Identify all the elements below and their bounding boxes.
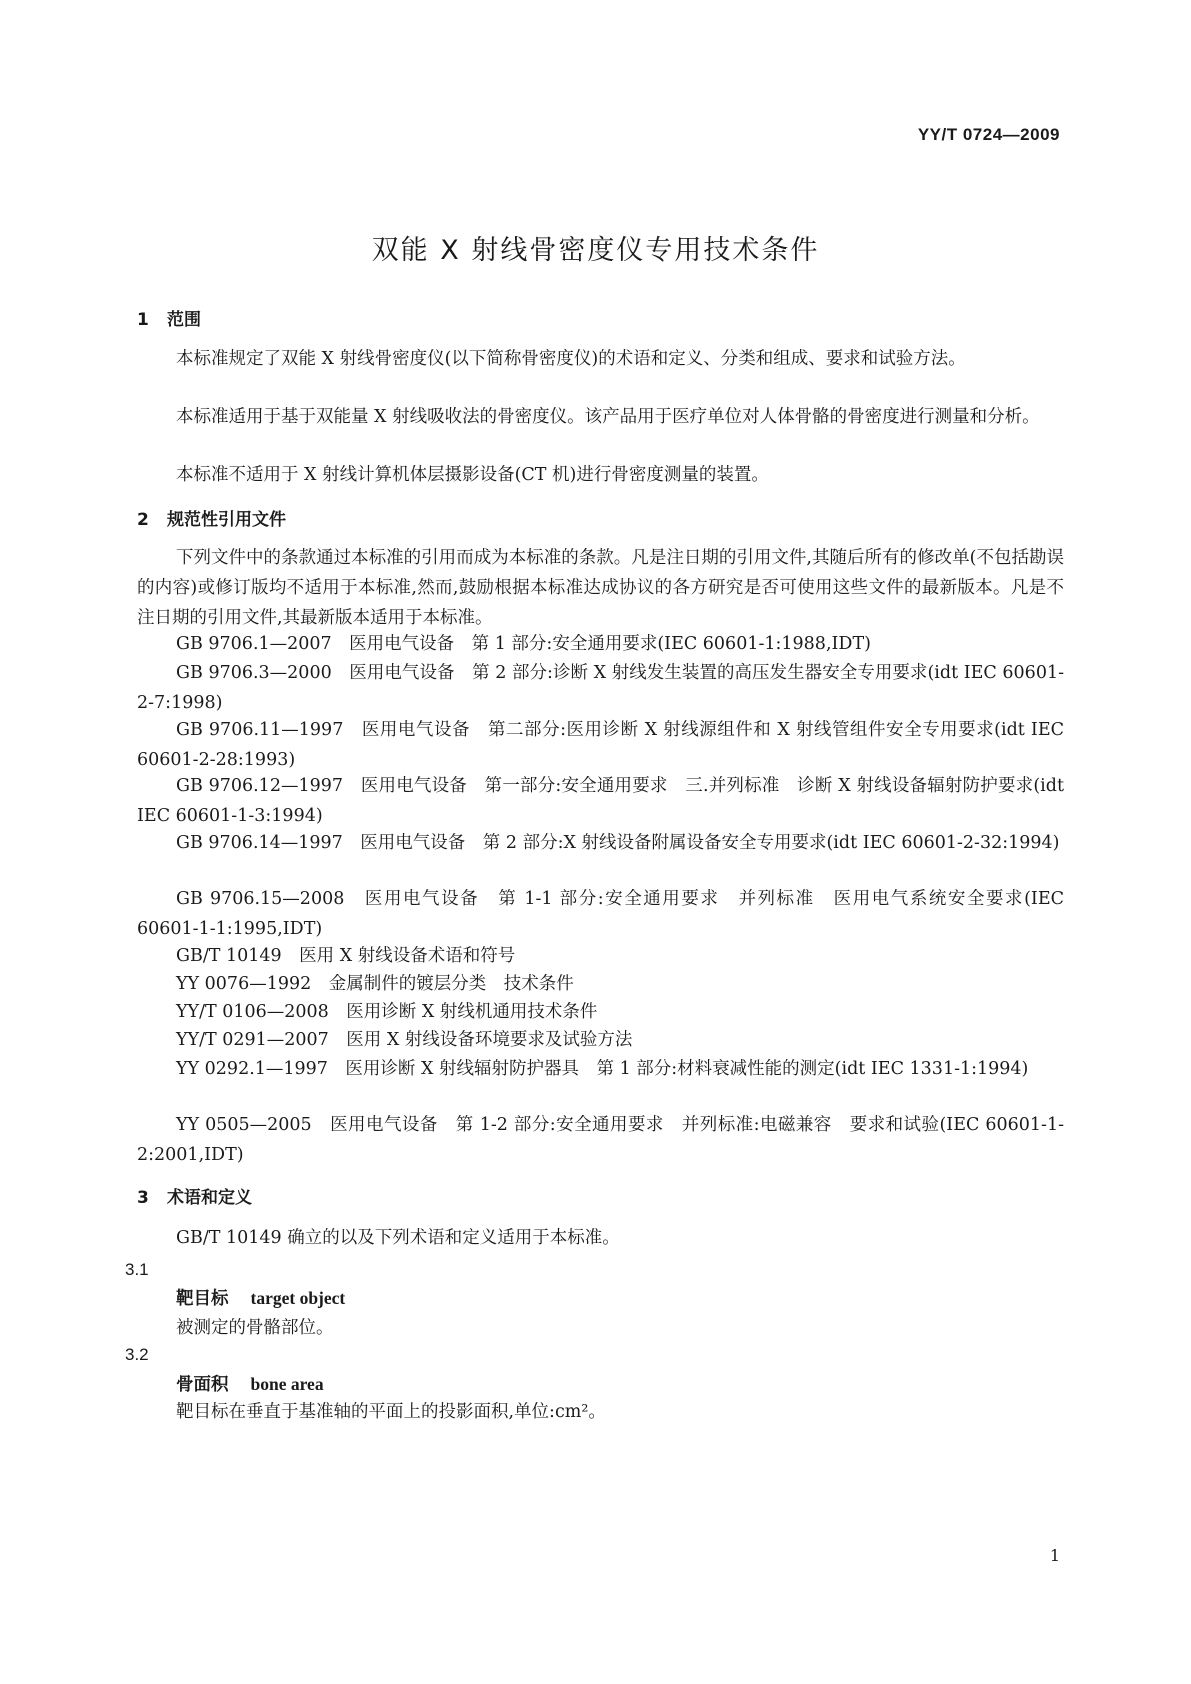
term-entry xyxy=(176,1371,324,1396)
term-chinese: 骨面积 xyxy=(176,1375,229,1395)
reference-item: GB 9706.1—2007 医用电气设备 第 1 部分:安全通用要求(IEC 60601-1:1988,IDT) xyxy=(176,634,871,654)
section-title: 规范性引用文件 xyxy=(167,510,286,530)
page-number: 1 xyxy=(1049,1546,1060,1565)
section-number: 2 xyxy=(137,510,149,530)
section-number: 1 xyxy=(137,310,149,330)
section-heading-scope xyxy=(137,305,201,330)
scope-paragraph-2: 本标准适用于基于双能量 X 射线吸收法的骨密度仪。该产品用于医疗单位对人体骨骼的骨密度进行测量和分析。 xyxy=(176,407,1040,427)
document-title: 双能 X 射线骨密度仪专用技术条件 xyxy=(371,235,820,266)
section-number: 3 xyxy=(137,1188,149,1208)
scope-paragraph-1: 本标准规定了双能 X 射线骨密度仪(以下简称骨密度仪)的术语和定义、分类和组成、要求和试验方法。 xyxy=(176,349,966,369)
reference-item: GB 9706.11—1997 医用电气设备 第二部分:医用诊断 X 射线源组件和 X 射线管组件安全专用要求(idt IEC 60601-2-28:1993) xyxy=(137,720,1064,770)
term-definition: 靶目标在垂直于基准轴的平面上的投影面积,单位:cm²。 xyxy=(176,1402,606,1422)
term-entry xyxy=(176,1285,345,1310)
clause-number: 3.2 xyxy=(125,1345,149,1364)
section-title: 术语和定义 xyxy=(167,1188,252,1208)
term-definition: 被测定的骨骼部位。 xyxy=(176,1318,334,1338)
standard-code: YY/T 0724—2009 xyxy=(917,125,1060,144)
section-title: 范围 xyxy=(167,310,201,330)
reference-item: YY 0505—2005 医用电气设备 第 1-2 部分:安全通用要求 并列标准:电磁兼容 要求和试验(IEC 60601-1-2:2001,IDT) xyxy=(137,1115,1064,1165)
reference-item: YY 0292.1—1997 医用诊断 X 射线辐射防护器具 第 1 部分:材料衰减性能的测定(idt IEC 1331-1:1994) xyxy=(176,1059,1029,1079)
clause-number: 3.1 xyxy=(125,1260,149,1279)
section-heading-normative-references xyxy=(137,505,286,530)
reference-item: GB 9706.12—1997 医用电气设备 第一部分:安全通用要求 三.并列标准 诊断 X 射线设备辐射防护要求(idt IEC 60601-1-3:1994) xyxy=(137,776,1064,826)
references-intro: 下列文件中的条款通过本标准的引用而成为本标准的条款。凡是注日期的引用文件,其随后所有的修改单(不包括勘误的内容)或修订版均不适用于本标准,然而,鼓励根据本标准达成协议的各方研究是否可使用这些文件的最新版本。凡是不注日期的引用文件,其最新版本适用于本标准。 xyxy=(137,548,1064,628)
reference-item: GB 9706.3—2000 医用电气设备 第 2 部分:诊断 X 射线发生装置的高压发生器安全专用要求(idt IEC 60601-2-7:1998) xyxy=(137,663,1064,713)
reference-item: YY/T 0291—2007 医用 X 射线设备环境要求及试验方法 xyxy=(176,1030,633,1050)
scope-paragraph-3: 本标准不适用于 X 射线计算机体层摄影设备(CT 机)进行骨密度测量的装置。 xyxy=(176,465,769,485)
reference-item: YY 0076—1992 金属制件的镀层分类 技术条件 xyxy=(176,974,574,994)
term-chinese: 靶目标 xyxy=(176,1289,229,1309)
reference-item: YY/T 0106—2008 医用诊断 X 射线机通用技术条件 xyxy=(176,1002,598,1022)
term-english: bone area xyxy=(250,1374,324,1394)
reference-item: GB/T 10149 医用 X 射线设备术语和符号 xyxy=(176,946,516,966)
terms-intro: GB/T 10149 确立的以及下列术语和定义适用于本标准。 xyxy=(176,1228,620,1248)
term-english: target object xyxy=(250,1288,346,1308)
reference-item: GB 9706.14—1997 医用电气设备 第 2 部分:X 射线设备附属设备安全专用要求(idt IEC 60601-2-32:1994) xyxy=(176,833,1060,853)
reference-item: GB 9706.15—2008 医用电气设备 第 1-1 部分:安全通用要求 并列标准 医用电气系统安全要求(IEC 60601-1-1:1995,IDT) xyxy=(137,889,1064,939)
section-heading-terms xyxy=(137,1183,252,1208)
